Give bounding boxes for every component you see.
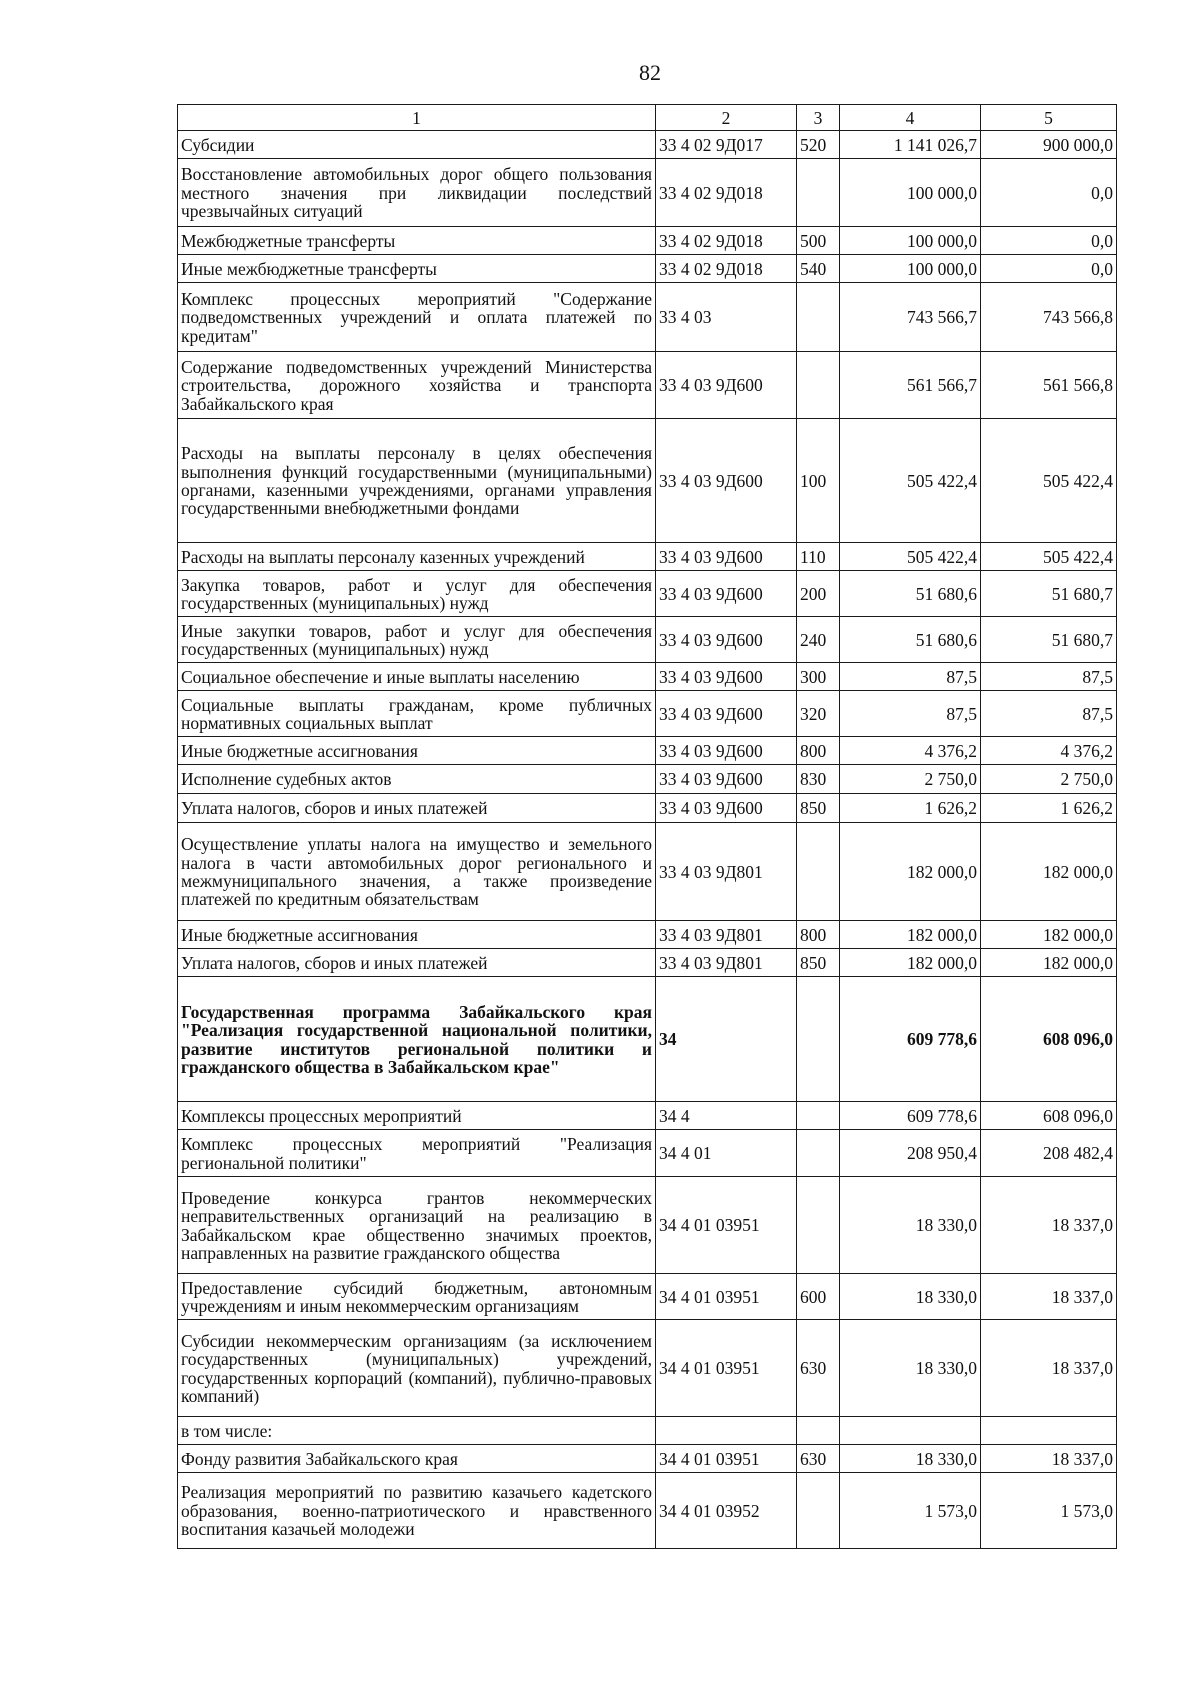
table-row xyxy=(178,617,1117,663)
row-name: Уплата налогов, сборов и иных платежей xyxy=(178,949,656,977)
row-value-col5: 505 422,4 xyxy=(981,419,1117,543)
row-expense-type: 800 xyxy=(797,737,840,765)
row-expense-type: 240 xyxy=(797,617,840,663)
row-value-col5: 182 000,0 xyxy=(981,949,1117,977)
row-value-col4: 18 330,0 xyxy=(840,1320,981,1417)
row-expense-type xyxy=(797,1177,840,1274)
table-row xyxy=(178,823,1117,921)
row-target-code: 33 4 03 9Д600 xyxy=(656,617,797,663)
row-value-col4: 18 330,0 xyxy=(840,1274,981,1320)
table-row xyxy=(178,419,1117,543)
row-target-code: 33 4 03 9Д600 xyxy=(656,571,797,617)
row-value-col5: 561 566,8 xyxy=(981,352,1117,419)
row-value-col4: 505 422,4 xyxy=(840,543,981,571)
row-value-col5: 18 337,0 xyxy=(981,1445,1117,1473)
table-row xyxy=(178,1177,1117,1274)
row-target-code: 33 4 03 9Д801 xyxy=(656,949,797,977)
row-name: Социальное обеспечение и иные выплаты населению xyxy=(178,663,656,691)
table-row xyxy=(178,1473,1117,1549)
row-value-col4: 18 330,0 xyxy=(840,1445,981,1473)
row-expense-type xyxy=(797,352,840,419)
row-expense-type: 850 xyxy=(797,794,840,823)
row-expense-type: 300 xyxy=(797,663,840,691)
row-value-col4: 208 950,4 xyxy=(840,1130,981,1177)
row-value-col5: 208 482,4 xyxy=(981,1130,1117,1177)
row-target-code: 33 4 02 9Д017 xyxy=(656,131,797,159)
row-expense-type: 520 xyxy=(797,131,840,159)
row-expense-type: 830 xyxy=(797,765,840,794)
table-row xyxy=(178,227,1117,255)
column-header-3: 3 xyxy=(797,105,840,131)
row-value-col4: 609 778,6 xyxy=(840,1102,981,1130)
row-expense-type xyxy=(797,1473,840,1549)
row-value-col5: 182 000,0 xyxy=(981,823,1117,921)
table-row xyxy=(178,1320,1117,1417)
column-header-2: 2 xyxy=(656,105,797,131)
row-expense-type xyxy=(797,1130,840,1177)
budget-table xyxy=(177,104,1117,1549)
table-row xyxy=(178,1130,1117,1177)
row-name: Иные закупки товаров, работ и услуг для обеспечения государственных (муниципальных) нужд xyxy=(178,617,656,663)
row-expense-type xyxy=(797,159,840,227)
row-value-col5: 51 680,7 xyxy=(981,571,1117,617)
table-row xyxy=(178,131,1117,159)
table-row xyxy=(178,1274,1117,1320)
row-name: Проведение конкурса грантов некоммерческих неправительственных организаций на реализацию в Забайкальском крае общественно значимых проектов, направленных на развитие гражданского общества xyxy=(178,1177,656,1274)
row-target-code: 34 4 01 xyxy=(656,1130,797,1177)
table-row xyxy=(178,765,1117,794)
row-value-col4: 4 376,2 xyxy=(840,737,981,765)
table-row xyxy=(178,352,1117,419)
row-name: Восстановление автомобильных дорог общего пользования местного значения при ликвидации последствий чрезвычайных ситуаций xyxy=(178,159,656,227)
row-value-col5: 18 337,0 xyxy=(981,1177,1117,1274)
row-expense-type: 850 xyxy=(797,949,840,977)
row-expense-type xyxy=(797,283,840,352)
row-value-col5: 18 337,0 xyxy=(981,1274,1117,1320)
row-target-code: 33 4 02 9Д018 xyxy=(656,255,797,283)
row-value-col4: 609 778,6 xyxy=(840,977,981,1102)
table-row xyxy=(178,543,1117,571)
row-value-col4: 51 680,6 xyxy=(840,617,981,663)
row-target-code: 33 4 03 9Д600 xyxy=(656,663,797,691)
table-row xyxy=(178,1445,1117,1473)
table-row xyxy=(178,255,1117,283)
row-name: Иные межбюджетные трансферты xyxy=(178,255,656,283)
row-name: Содержание подведомственных учреждений Министерства строительства, дорожного хозяйства и транспорта Забайкальского края xyxy=(178,352,656,419)
row-target-code: 33 4 03 9Д600 xyxy=(656,691,797,737)
table-row xyxy=(178,949,1117,977)
row-value-col4: 1 626,2 xyxy=(840,794,981,823)
table-row xyxy=(178,663,1117,691)
row-target-code: 34 4 01 03952 xyxy=(656,1473,797,1549)
row-value-col4 xyxy=(840,1417,981,1445)
table-row xyxy=(178,794,1117,823)
row-value-col4: 100 000,0 xyxy=(840,255,981,283)
row-value-col4: 87,5 xyxy=(840,663,981,691)
row-name: Осуществление уплаты налога на имущество и земельного налога в части автомобильных дорог регионального и межмуниципального значения, а также произведение платежей по кредитным обязательствам xyxy=(178,823,656,921)
row-expense-type: 500 xyxy=(797,227,840,255)
row-target-code: 33 4 03 9Д600 xyxy=(656,543,797,571)
row-name: Комплекс процессных мероприятий "Реализация региональной политики" xyxy=(178,1130,656,1177)
row-value-col4: 1 573,0 xyxy=(840,1473,981,1549)
row-name: Государственная программа Забайкальского края "Реализация государственной национальной политики, развитие институтов региональной политики и гражданского общества в Забайкальском крае" xyxy=(178,977,656,1102)
row-expense-type: 200 xyxy=(797,571,840,617)
row-name: Расходы на выплаты персоналу в целях обеспечения выполнения функций государственными (муниципальными) органами, казенными учреждениями, органами управления государственными внебюджетными фондами xyxy=(178,419,656,543)
row-value-col5: 608 096,0 xyxy=(981,1102,1117,1130)
row-value-col4: 100 000,0 xyxy=(840,227,981,255)
table-row xyxy=(178,571,1117,617)
row-name: Иные бюджетные ассигнования xyxy=(178,921,656,949)
row-target-code: 33 4 03 9Д600 xyxy=(656,419,797,543)
table-header-row xyxy=(178,105,1117,131)
row-target-code: 33 4 03 9Д600 xyxy=(656,737,797,765)
row-name: Уплата налогов, сборов и иных платежей xyxy=(178,794,656,823)
row-name: Межбюджетные трансферты xyxy=(178,227,656,255)
row-expense-type: 630 xyxy=(797,1445,840,1473)
row-value-col5: 18 337,0 xyxy=(981,1320,1117,1417)
row-value-col5: 87,5 xyxy=(981,691,1117,737)
row-target-code: 33 4 03 9Д801 xyxy=(656,823,797,921)
row-expense-type xyxy=(797,977,840,1102)
row-value-col5: 87,5 xyxy=(981,663,1117,691)
row-name: Иные бюджетные ассигнования xyxy=(178,737,656,765)
row-expense-type xyxy=(797,823,840,921)
row-value-col4: 100 000,0 xyxy=(840,159,981,227)
row-value-col5 xyxy=(981,1417,1117,1445)
row-expense-type: 540 xyxy=(797,255,840,283)
row-target-code: 34 4 01 03951 xyxy=(656,1320,797,1417)
row-value-col4: 2 750,0 xyxy=(840,765,981,794)
row-value-col5: 900 000,0 xyxy=(981,131,1117,159)
row-name: Социальные выплаты гражданам, кроме публичных нормативных социальных выплат xyxy=(178,691,656,737)
table-row xyxy=(178,283,1117,352)
row-name: в том числе: xyxy=(178,1417,656,1445)
row-value-col5: 51 680,7 xyxy=(981,617,1117,663)
row-value-col5: 4 376,2 xyxy=(981,737,1117,765)
row-expense-type: 110 xyxy=(797,543,840,571)
row-target-code: 33 4 02 9Д018 xyxy=(656,227,797,255)
page-number: 82 xyxy=(639,60,661,85)
row-target-code: 34 xyxy=(656,977,797,1102)
row-name: Комплекс процессных мероприятий "Содержание подведомственных учреждений и оплата платежей по кредитам" xyxy=(178,283,656,352)
row-target-code: 33 4 03 9Д801 xyxy=(656,921,797,949)
row-value-col5: 0,0 xyxy=(981,227,1117,255)
row-value-col5: 743 566,8 xyxy=(981,283,1117,352)
table-row xyxy=(178,691,1117,737)
row-expense-type: 320 xyxy=(797,691,840,737)
table-row xyxy=(178,921,1117,949)
row-value-col5: 0,0 xyxy=(981,159,1117,227)
row-value-col4: 1 141 026,7 xyxy=(840,131,981,159)
row-expense-type: 630 xyxy=(797,1320,840,1417)
row-value-col5: 505 422,4 xyxy=(981,543,1117,571)
table-row xyxy=(178,737,1117,765)
row-expense-type xyxy=(797,1102,840,1130)
row-value-col4: 182 000,0 xyxy=(840,823,981,921)
row-target-code: 33 4 03 9Д600 xyxy=(656,352,797,419)
row-name: Расходы на выплаты персоналу казенных учреждений xyxy=(178,543,656,571)
row-value-col5: 182 000,0 xyxy=(981,921,1117,949)
row-value-col4: 51 680,6 xyxy=(840,571,981,617)
row-target-code: 34 4 xyxy=(656,1102,797,1130)
row-target-code: 34 4 01 03951 xyxy=(656,1274,797,1320)
row-value-col5: 2 750,0 xyxy=(981,765,1117,794)
row-name: Фонду развития Забайкальского края xyxy=(178,1445,656,1473)
row-expense-type: 100 xyxy=(797,419,840,543)
row-name: Закупка товаров, работ и услуг для обеспечения государственных (муниципальных) нужд xyxy=(178,571,656,617)
row-value-col4: 182 000,0 xyxy=(840,921,981,949)
row-value-col4: 561 566,7 xyxy=(840,352,981,419)
row-value-col4: 505 422,4 xyxy=(840,419,981,543)
row-value-col4: 182 000,0 xyxy=(840,949,981,977)
row-value-col5: 0,0 xyxy=(981,255,1117,283)
row-name: Предоставление субсидий бюджетным, автономным учреждениям и иным некоммерческим организациям xyxy=(178,1274,656,1320)
row-name: Субсидии xyxy=(178,131,656,159)
row-name: Комплексы процессных мероприятий xyxy=(178,1102,656,1130)
row-expense-type xyxy=(797,1417,840,1445)
row-target-code: 34 4 01 03951 xyxy=(656,1445,797,1473)
row-name: Реализация мероприятий по развитию казачьего кадетского образования, военно-патриотического и нравственного воспитания казачьей молодежи xyxy=(178,1473,656,1549)
row-expense-type: 800 xyxy=(797,921,840,949)
row-value-col4: 18 330,0 xyxy=(840,1177,981,1274)
row-target-code: 33 4 03 9Д600 xyxy=(656,794,797,823)
row-value-col5: 608 096,0 xyxy=(981,977,1117,1102)
row-target-code: 33 4 03 9Д600 xyxy=(656,765,797,794)
table-row xyxy=(178,1102,1117,1130)
row-value-col4: 87,5 xyxy=(840,691,981,737)
column-header-1: 1 xyxy=(178,105,656,131)
row-value-col4: 743 566,7 xyxy=(840,283,981,352)
row-name: Исполнение судебных актов xyxy=(178,765,656,794)
row-target-code: 34 4 01 03951 xyxy=(656,1177,797,1274)
row-target-code xyxy=(656,1417,797,1445)
table-row xyxy=(178,159,1117,227)
row-value-col5: 1 626,2 xyxy=(981,794,1117,823)
row-target-code: 33 4 02 9Д018 xyxy=(656,159,797,227)
row-value-col5: 1 573,0 xyxy=(981,1473,1117,1549)
table-row xyxy=(178,1417,1117,1445)
row-expense-type: 600 xyxy=(797,1274,840,1320)
column-header-4: 4 xyxy=(840,105,981,131)
table-row xyxy=(178,977,1117,1102)
column-header-5: 5 xyxy=(981,105,1117,131)
row-name: Субсидии некоммерческим организациям (за исключением государственных (муниципальных) учреждений, государственных корпораций (компаний), публично-правовых компаний) xyxy=(178,1320,656,1417)
row-target-code: 33 4 03 xyxy=(656,283,797,352)
